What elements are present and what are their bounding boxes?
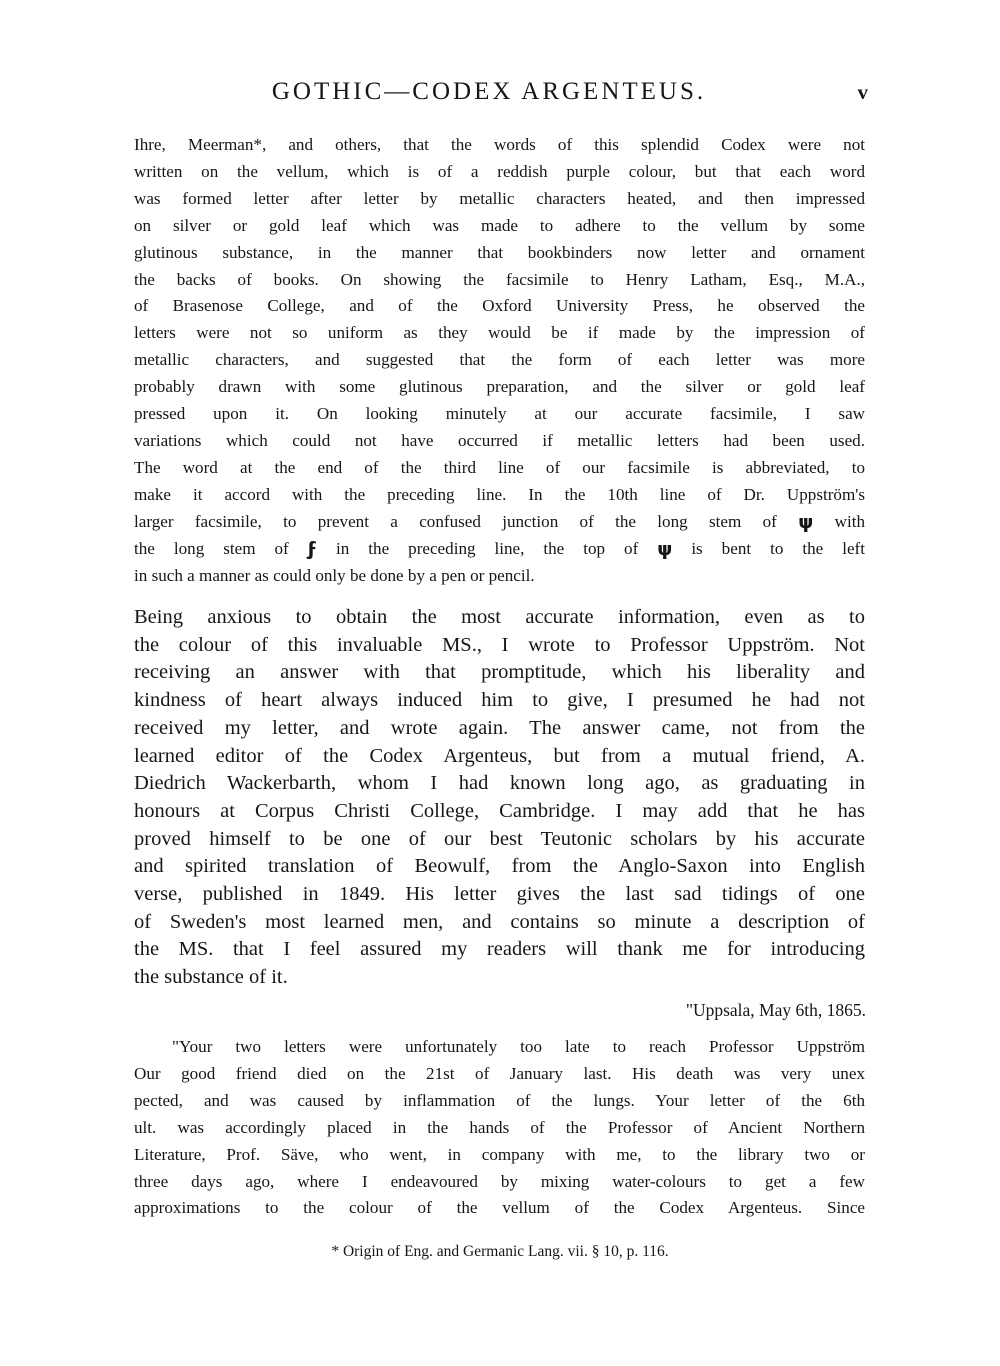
text-line: Being anxious to obtain the most accurate information, even as to	[134, 606, 865, 628]
line-text: with	[834, 511, 865, 531]
text-line: the substance of it.	[134, 966, 288, 989]
text-line: variations which could not have occurred if metallic letters had been used.	[134, 430, 865, 450]
text-line: letters were not so uniform as they would be if made by the impression of	[134, 323, 865, 343]
text-line: learned editor of the Codex Argenteus, but from a mutual friend, A.	[134, 744, 865, 767]
text-line: pected, and was caused by inflammation of the lungs. Your letter of the 6th	[134, 1090, 865, 1110]
text-line: verse, published in 1849. His letter gives the last sad tidings of one	[134, 883, 865, 906]
text-line-with-glyph	[134, 509, 865, 536]
text-line: Literature, Prof. Säve, who went, in company with me, to the library two or	[134, 1144, 865, 1164]
text-line: written on the vellum, which is of a reddish purple colour, but that each word	[134, 161, 865, 181]
text-line: Diedrich Wackerbarth, whom I had known long ago, as graduating in	[134, 772, 865, 795]
letter-dateline: "Uppsala, May 6th, 1865.	[685, 1000, 866, 1020]
running-header	[130, 78, 868, 112]
text-line: of Brasenose College, and of the Oxford University Press, he observed the	[134, 296, 865, 316]
text-line: metallic characters, and suggested that the form of each letter was more	[134, 350, 865, 370]
text-line-with-glyphs	[134, 536, 865, 563]
text-line: proved himself to be one of our best Teutonic scholars by his accurate	[134, 827, 865, 850]
header-title: GOTHIC—CODEX ARGENTEUS.	[271, 78, 707, 105]
footnote: * Origin of Eng. and Germanic Lang. vii. § 10, p. 116.	[331, 1243, 669, 1260]
text-line: "Your two letters were unfortunately too late to reach Professor Uppström	[172, 1037, 865, 1056]
text-line: on silver or gold leaf which was made to adhere to the vellum by some	[134, 215, 865, 235]
text-line: and spirited translation of Beowulf, from the Anglo-Saxon into English	[134, 855, 865, 878]
text-line: Our good friend died on the 21st of January last. His death was very unex	[134, 1063, 865, 1083]
text-line: three days ago, where I endeavoured by mixing water-colours to get a few	[134, 1171, 865, 1191]
text-line: the MS. that I feel assured my readers will thank me for introducing	[134, 938, 865, 961]
text-line: received my letter, and wrote again. The answer came, not from the	[134, 716, 865, 739]
text-line: of Sweden's most learned men, and contains so minute a description of	[134, 910, 865, 933]
text-line: kindness of heart always induced him to give, I presumed he had not	[134, 689, 865, 712]
text-line: ult. was accordingly placed in the hands of the Professor of Ancient Northern	[134, 1117, 865, 1137]
text-line: honours at Corpus Christi College, Cambridge. I may add that he has	[134, 799, 865, 822]
text-line: the colour of this invaluable MS., I wrote to Professor Uppström. Not	[134, 633, 865, 656]
gothic-hwair-glyph: ψ	[798, 510, 814, 533]
text-line: make it accord with the preceding line. In the 10th line of Dr. Uppström's	[134, 484, 865, 504]
line-text: is bent to the left	[691, 538, 865, 558]
line-text: larger facsimile, to prevent a confused junction of the long stem of	[134, 511, 777, 531]
text-line: probably drawn with some glutinous preparation, and the silver or gold leaf	[134, 377, 865, 397]
text-line: The word at the end of the third line of our facsimile is abbreviated, to	[134, 457, 865, 477]
gothic-hwair-glyph: ψ	[657, 537, 673, 560]
paragraph-main	[134, 604, 865, 992]
text-line: approximations to the colour of the vellum of the Codex Argenteus. Since	[134, 1198, 865, 1218]
line-text: the long stem of	[134, 538, 289, 558]
line-text: in the preceding line, the top of	[336, 538, 639, 558]
gothic-faihu-glyph: ϝ	[307, 537, 318, 560]
paragraph-continuation	[134, 132, 865, 589]
text-line: Ihre, Meerman*, and others, that the words of this splendid Codex were not	[134, 135, 865, 154]
text-line: was formed letter after letter by metallic characters heated, and then impressed	[134, 188, 865, 208]
text-line: receiving an answer with that promptitude, which his liberality and	[134, 661, 865, 684]
text-line: in such a manner as could only be done by a pen or pencil.	[134, 565, 535, 585]
page-number: v	[857, 80, 868, 104]
letter-quotation	[134, 1034, 865, 1222]
text-line: pressed upon it. On looking minutely at our accurate facsimile, I saw	[134, 404, 865, 424]
text-line: glutinous substance, in the manner that bookbinders now letter and ornament	[134, 242, 865, 262]
text-line: the backs of books. On showing the facsimile to Henry Latham, Esq., M.A.,	[134, 269, 865, 289]
